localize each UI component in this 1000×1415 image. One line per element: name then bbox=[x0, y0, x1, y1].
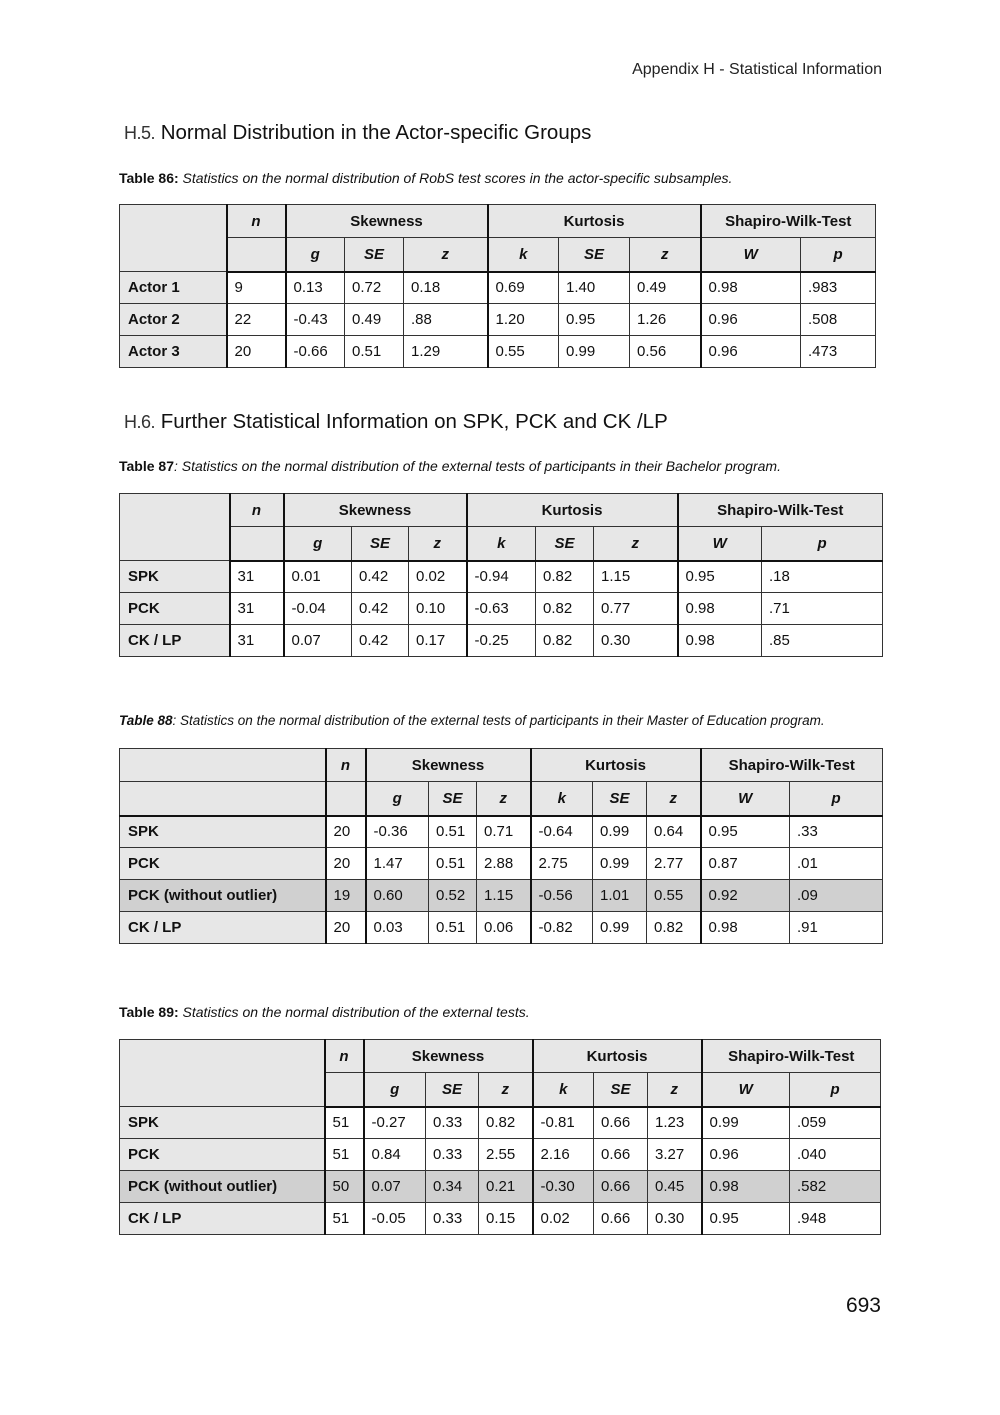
table-cell: .508 bbox=[801, 304, 876, 336]
corner-cell bbox=[120, 1040, 325, 1107]
table-cell: 0.95 bbox=[701, 816, 790, 848]
table-cell: 0.51 bbox=[429, 912, 477, 944]
col-z-header: z bbox=[404, 238, 488, 272]
header-row-groups bbox=[120, 205, 876, 238]
col-n-header: n bbox=[227, 205, 286, 238]
col-se-header: SE bbox=[594, 1073, 648, 1107]
table-89-caption bbox=[119, 1004, 530, 1020]
table-label: Table 87 bbox=[119, 458, 174, 474]
col-se-header: SE bbox=[559, 238, 630, 272]
table-cell: .18 bbox=[762, 561, 883, 593]
table-cell: -0.94 bbox=[467, 561, 536, 593]
table-cell: 0.99 bbox=[559, 336, 630, 368]
col-n-header: n bbox=[230, 494, 284, 527]
table-cell: 0.07 bbox=[364, 1171, 426, 1203]
table-cell: 3.27 bbox=[648, 1139, 702, 1171]
table-cell: 0.01 bbox=[284, 561, 352, 593]
table-cell: 20 bbox=[326, 848, 366, 880]
col-w-header: W bbox=[701, 238, 801, 272]
table-cell: 1.23 bbox=[648, 1107, 702, 1139]
table-cell: 0.55 bbox=[647, 880, 701, 912]
table-row bbox=[120, 1139, 881, 1171]
col-k-header: k bbox=[533, 1073, 594, 1107]
table-cell: 0.98 bbox=[701, 912, 790, 944]
col-k-header: k bbox=[531, 782, 593, 816]
table-row bbox=[120, 1203, 881, 1235]
running-head: Appendix H - Statistical Information bbox=[632, 61, 882, 78]
col-n-subheader bbox=[326, 782, 366, 816]
table-row bbox=[120, 336, 876, 368]
table-cell: 51 bbox=[325, 1203, 364, 1235]
table-cell: 0.56 bbox=[630, 336, 701, 368]
table-87 bbox=[119, 493, 883, 657]
table-87-caption bbox=[119, 458, 781, 474]
table-cell: 0.96 bbox=[701, 336, 801, 368]
table-cell: 1.29 bbox=[404, 336, 488, 368]
row-label: Actor 1 bbox=[120, 272, 227, 304]
caption-text: : Statistics on the normal distribution of the external tests of participants in their Bachelor program. bbox=[174, 458, 781, 474]
col-w-header: W bbox=[678, 527, 762, 561]
col-se-header: SE bbox=[352, 527, 409, 561]
table-cell: 0.82 bbox=[536, 561, 594, 593]
table-label: Table 86: bbox=[119, 170, 179, 186]
skewness-header: Skewness bbox=[286, 205, 488, 238]
table-row bbox=[120, 912, 883, 944]
table-row bbox=[120, 561, 883, 593]
table-88 bbox=[119, 748, 883, 944]
table-cell: 0.96 bbox=[701, 304, 801, 336]
col-z-header: z bbox=[647, 782, 701, 816]
table-cell: 0.02 bbox=[409, 561, 467, 593]
table-cell: 0.95 bbox=[678, 561, 762, 593]
table-cell: 20 bbox=[326, 912, 366, 944]
table-cell: .71 bbox=[762, 593, 883, 625]
col-g-header: g bbox=[286, 238, 345, 272]
section-title-h6 bbox=[124, 410, 668, 434]
table-cell: 1.01 bbox=[593, 880, 647, 912]
table-cell: 0.98 bbox=[678, 625, 762, 657]
table-cell: 0.98 bbox=[701, 272, 801, 304]
col-p-header: p bbox=[790, 782, 883, 816]
table-cell: 0.66 bbox=[594, 1107, 648, 1139]
col-n-subheader bbox=[227, 238, 286, 272]
table-cell: .948 bbox=[790, 1203, 881, 1235]
row-label: PCK (without outlier) bbox=[120, 1171, 325, 1203]
col-se-header: SE bbox=[345, 238, 404, 272]
skewness-header: Skewness bbox=[284, 494, 467, 527]
row-label: PCK bbox=[120, 1139, 325, 1171]
table-cell: 1.40 bbox=[559, 272, 630, 304]
table-cell: 2.88 bbox=[477, 848, 531, 880]
table-cell: 0.06 bbox=[477, 912, 531, 944]
table-cell: 0.66 bbox=[594, 1203, 648, 1235]
col-p-header: p bbox=[790, 1073, 881, 1107]
table-cell: .33 bbox=[790, 816, 883, 848]
col-n-subheader bbox=[325, 1073, 364, 1107]
table-cell: 0.33 bbox=[426, 1107, 479, 1139]
col-p-header: p bbox=[801, 238, 876, 272]
col-k-header: k bbox=[467, 527, 536, 561]
table-cell: .983 bbox=[801, 272, 876, 304]
header-row-groups bbox=[120, 1040, 881, 1073]
table-cell: 31 bbox=[230, 561, 284, 593]
table-cell: 0.42 bbox=[352, 593, 409, 625]
table-cell: 0.33 bbox=[426, 1203, 479, 1235]
header-row-stats bbox=[120, 782, 883, 816]
section-number: H.6. bbox=[124, 412, 156, 432]
table-cell: -0.27 bbox=[364, 1107, 426, 1139]
table-cell: 0.69 bbox=[488, 272, 559, 304]
col-g-header: g bbox=[284, 527, 352, 561]
table-cell: .582 bbox=[790, 1171, 881, 1203]
page-number: 693 bbox=[845, 1294, 881, 1317]
table-cell: 0.77 bbox=[594, 593, 678, 625]
table-cell: .85 bbox=[762, 625, 883, 657]
table-cell: 19 bbox=[326, 880, 366, 912]
table-cell: 20 bbox=[326, 816, 366, 848]
col-z-header: z bbox=[477, 782, 531, 816]
header-row-stats bbox=[120, 238, 876, 272]
table-cell: .09 bbox=[790, 880, 883, 912]
table-cell: 31 bbox=[230, 625, 284, 657]
table-cell: 2.77 bbox=[647, 848, 701, 880]
kurtosis-header: Kurtosis bbox=[467, 494, 678, 527]
table-cell: 0.60 bbox=[366, 880, 429, 912]
kurtosis-header: Kurtosis bbox=[533, 1040, 702, 1073]
corner-cell bbox=[120, 494, 230, 561]
col-w-header: W bbox=[702, 1073, 790, 1107]
table-89 bbox=[119, 1039, 881, 1235]
table-86-caption bbox=[119, 170, 732, 186]
kurtosis-header: Kurtosis bbox=[488, 205, 701, 238]
table-cell: 0.99 bbox=[593, 848, 647, 880]
table-cell: 0.51 bbox=[429, 848, 477, 880]
col-w-header: W bbox=[701, 782, 790, 816]
row-label: PCK (without outlier) bbox=[120, 880, 326, 912]
row-label: CK / LP bbox=[120, 625, 230, 657]
table-cell: .01 bbox=[790, 848, 883, 880]
table-label: Table 89: bbox=[119, 1004, 179, 1020]
section-title-text: Normal Distribution in the Actor-specific Groups bbox=[160, 121, 592, 144]
col-z-header: z bbox=[630, 238, 701, 272]
table-cell: 0.21 bbox=[479, 1171, 533, 1203]
section-title-h5 bbox=[124, 121, 591, 145]
header-row-stats bbox=[120, 527, 883, 561]
table-row bbox=[120, 272, 876, 304]
table-cell: 0.55 bbox=[488, 336, 559, 368]
col-z-header: z bbox=[648, 1073, 702, 1107]
table-cell: 0.13 bbox=[286, 272, 345, 304]
table-row bbox=[120, 848, 883, 880]
row-label: Actor 3 bbox=[120, 336, 227, 368]
table-cell: 20 bbox=[227, 336, 286, 368]
table-cell: 2.75 bbox=[531, 848, 593, 880]
table-cell: 1.15 bbox=[594, 561, 678, 593]
kurtosis-header: Kurtosis bbox=[531, 749, 701, 782]
row-label: CK / LP bbox=[120, 1203, 325, 1235]
table-cell: 1.47 bbox=[366, 848, 429, 880]
table-cell: 0.66 bbox=[594, 1171, 648, 1203]
table-cell: -0.36 bbox=[366, 816, 429, 848]
table-cell: 0.42 bbox=[352, 625, 409, 657]
row-label: SPK bbox=[120, 816, 326, 848]
table-cell: 0.92 bbox=[701, 880, 790, 912]
table-cell: .473 bbox=[801, 336, 876, 368]
table-cell: .91 bbox=[790, 912, 883, 944]
section-number: H.5. bbox=[124, 123, 156, 143]
col-z-header: z bbox=[594, 527, 678, 561]
table-cell: -0.82 bbox=[531, 912, 593, 944]
table-86 bbox=[119, 204, 876, 368]
table-cell: 2.16 bbox=[533, 1139, 594, 1171]
table-cell: 0.99 bbox=[702, 1107, 790, 1139]
table-row bbox=[120, 625, 883, 657]
row-label: PCK bbox=[120, 848, 326, 880]
table-cell: 0.03 bbox=[366, 912, 429, 944]
table-cell: 0.99 bbox=[593, 912, 647, 944]
table-cell: .88 bbox=[404, 304, 488, 336]
table-cell: 0.95 bbox=[559, 304, 630, 336]
table-cell: 0.82 bbox=[479, 1107, 533, 1139]
table-cell: 0.17 bbox=[409, 625, 467, 657]
table-cell: 1.20 bbox=[488, 304, 559, 336]
table-cell: 1.26 bbox=[630, 304, 701, 336]
table-cell: -0.63 bbox=[467, 593, 536, 625]
shapiro-wilk-header: Shapiro-Wilk-Test bbox=[701, 749, 883, 782]
shapiro-wilk-header: Shapiro-Wilk-Test bbox=[702, 1040, 881, 1073]
col-se-header: SE bbox=[593, 782, 647, 816]
table-cell: 0.42 bbox=[352, 561, 409, 593]
table-cell: 50 bbox=[325, 1171, 364, 1203]
table-cell: -0.04 bbox=[284, 593, 352, 625]
table-cell: 0.96 bbox=[702, 1139, 790, 1171]
table-88-caption bbox=[119, 713, 825, 728]
table-cell: 0.66 bbox=[594, 1139, 648, 1171]
table-cell: -0.05 bbox=[364, 1203, 426, 1235]
table-cell: 22 bbox=[227, 304, 286, 336]
header-row-groups bbox=[120, 749, 883, 782]
table-cell: -0.30 bbox=[533, 1171, 594, 1203]
table-cell: 0.51 bbox=[429, 816, 477, 848]
table-cell: -0.43 bbox=[286, 304, 345, 336]
table-cell: -0.81 bbox=[533, 1107, 594, 1139]
col-p-header: p bbox=[762, 527, 883, 561]
col-n-header: n bbox=[326, 749, 366, 782]
table-row bbox=[120, 1107, 881, 1139]
col-z-header: z bbox=[479, 1073, 533, 1107]
caption-text: Statistics on the normal distribution of the external tests. bbox=[182, 1004, 530, 1020]
table-cell: 9 bbox=[227, 272, 286, 304]
table-row bbox=[120, 816, 883, 848]
row-label: CK / LP bbox=[120, 912, 326, 944]
skewness-header: Skewness bbox=[364, 1040, 533, 1073]
table-cell: 2.55 bbox=[479, 1139, 533, 1171]
col-z-header: z bbox=[409, 527, 467, 561]
table-cell: 0.82 bbox=[536, 593, 594, 625]
table-cell: -0.66 bbox=[286, 336, 345, 368]
table-cell: 0.82 bbox=[536, 625, 594, 657]
section-title-text: Further Statistical Information on SPK, PCK and CK /LP bbox=[160, 410, 668, 433]
table-cell: 0.49 bbox=[630, 272, 701, 304]
table-cell: 0.33 bbox=[426, 1139, 479, 1171]
table-cell: 0.98 bbox=[702, 1171, 790, 1203]
table-cell: .040 bbox=[790, 1139, 881, 1171]
table-cell: 0.87 bbox=[701, 848, 790, 880]
table-cell: -0.64 bbox=[531, 816, 593, 848]
table-cell: 0.51 bbox=[345, 336, 404, 368]
table-row bbox=[120, 1171, 881, 1203]
shapiro-wilk-header: Shapiro-Wilk-Test bbox=[701, 205, 876, 238]
col-n-header: n bbox=[325, 1040, 364, 1073]
table-cell: 0.45 bbox=[648, 1171, 702, 1203]
row-label: SPK bbox=[120, 1107, 325, 1139]
col-se-header: SE bbox=[429, 782, 477, 816]
table-row bbox=[120, 593, 883, 625]
table-cell: 0.10 bbox=[409, 593, 467, 625]
row-label: SPK bbox=[120, 561, 230, 593]
row-label: PCK bbox=[120, 593, 230, 625]
col-se-header: SE bbox=[536, 527, 594, 561]
corner-cell bbox=[120, 205, 227, 272]
table-cell: 51 bbox=[325, 1139, 364, 1171]
table-cell: 0.72 bbox=[345, 272, 404, 304]
corner-cell bbox=[120, 749, 326, 782]
header-row-groups bbox=[120, 494, 883, 527]
table-cell: 0.15 bbox=[479, 1203, 533, 1235]
table-cell: 1.15 bbox=[477, 880, 531, 912]
table-row bbox=[120, 880, 883, 912]
col-g-header: g bbox=[364, 1073, 426, 1107]
corner-cell-lower bbox=[120, 782, 326, 816]
table-cell: 0.98 bbox=[678, 593, 762, 625]
col-k-header: k bbox=[488, 238, 559, 272]
table-cell: 0.82 bbox=[647, 912, 701, 944]
table-label: Table 88 bbox=[119, 713, 173, 728]
table-row bbox=[120, 304, 876, 336]
caption-text: : Statistics on the normal distribution of the external tests of participants in their Master of Education program. bbox=[172, 713, 825, 728]
table-cell: 0.64 bbox=[647, 816, 701, 848]
skewness-header: Skewness bbox=[366, 749, 531, 782]
table-cell: -0.25 bbox=[467, 625, 536, 657]
shapiro-wilk-header: Shapiro-Wilk-Test bbox=[678, 494, 883, 527]
table-cell: -0.56 bbox=[531, 880, 593, 912]
col-se-header: SE bbox=[426, 1073, 479, 1107]
col-n-subheader bbox=[230, 527, 284, 561]
table-cell: 0.30 bbox=[594, 625, 678, 657]
table-cell: 31 bbox=[230, 593, 284, 625]
table-cell: 0.02 bbox=[533, 1203, 594, 1235]
table-cell: 0.71 bbox=[477, 816, 531, 848]
table-cell: 0.07 bbox=[284, 625, 352, 657]
table-cell: 0.49 bbox=[345, 304, 404, 336]
table-cell: .059 bbox=[790, 1107, 881, 1139]
table-cell: 0.34 bbox=[426, 1171, 479, 1203]
table-cell: 0.18 bbox=[404, 272, 488, 304]
row-label: Actor 2 bbox=[120, 304, 227, 336]
caption-text: Statistics on the normal distribution of RobS test scores in the actor-specific subsamples. bbox=[182, 170, 733, 186]
table-cell: 51 bbox=[325, 1107, 364, 1139]
table-cell: 0.30 bbox=[648, 1203, 702, 1235]
table-cell: 0.84 bbox=[364, 1139, 426, 1171]
col-g-header: g bbox=[366, 782, 429, 816]
table-cell: 0.99 bbox=[593, 816, 647, 848]
table-cell: 0.52 bbox=[429, 880, 477, 912]
table-cell: 0.95 bbox=[702, 1203, 790, 1235]
